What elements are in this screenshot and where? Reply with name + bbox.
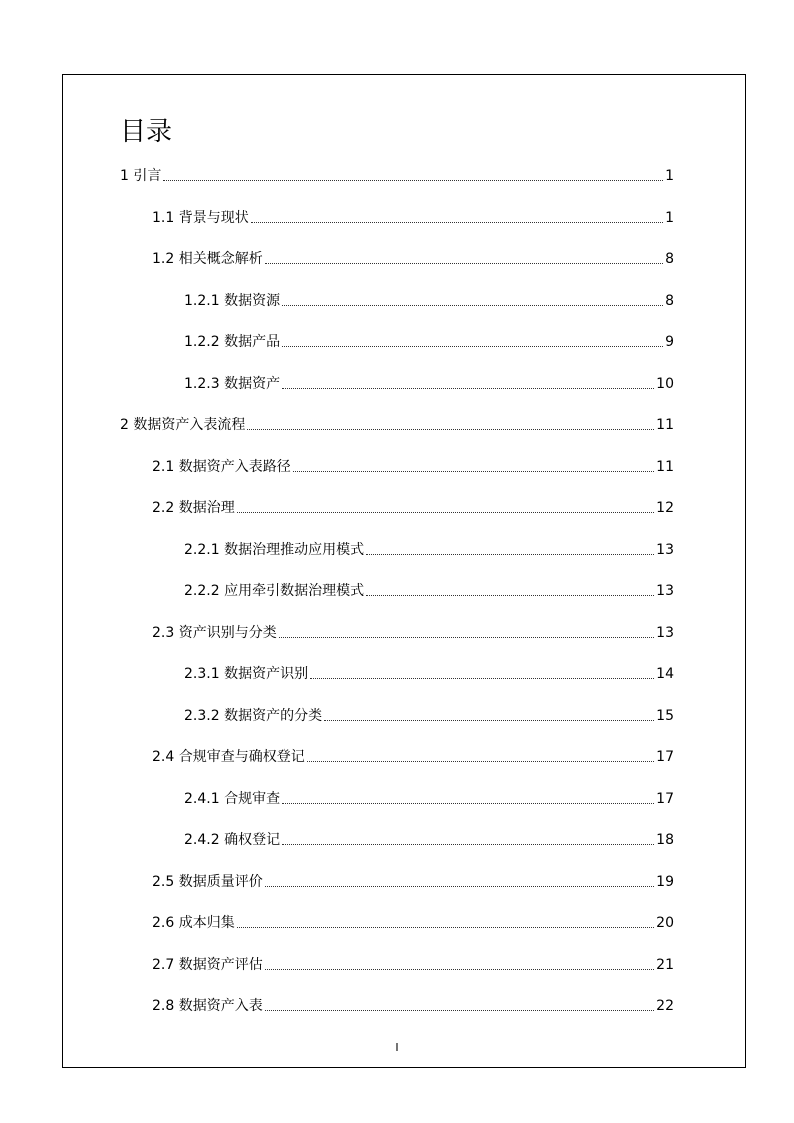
toc-entry[interactable] [184, 789, 674, 809]
page-number: I [395, 1041, 399, 1054]
toc-entry-page-number: 18 [656, 832, 674, 848]
toc-entry-label: 1.2.3 数据资产 [184, 376, 281, 392]
toc-dot-leader [307, 760, 654, 762]
toc-entry-page-number: 8 [665, 293, 674, 309]
toc-dot-leader [251, 221, 663, 223]
toc-entry-label: 1.2 相关概念解析 [152, 251, 263, 267]
toc-dot-leader [279, 636, 654, 638]
toc-entry-page-number: 13 [656, 625, 674, 641]
toc-entry-page-number: 12 [656, 500, 674, 516]
toc-entry-label: 2.2.1 数据治理推动应用模式 [184, 542, 365, 558]
toc-entry-page-number: 17 [656, 791, 674, 807]
toc-entry-label: 2.3 资产识别与分类 [152, 625, 277, 641]
toc-dot-leader [282, 304, 663, 306]
toc-dot-leader [265, 968, 654, 970]
toc-entry[interactable] [152, 913, 674, 933]
toc-title: 目录 [120, 117, 173, 147]
toc-dot-leader [282, 345, 663, 347]
toc-entry[interactable] [152, 623, 674, 643]
toc-entry-page-number: 11 [656, 459, 674, 475]
toc-dot-leader [265, 262, 663, 264]
toc-entry-page-number: 1 [665, 210, 674, 226]
toc-dot-leader [310, 677, 654, 679]
toc-dot-leader [247, 428, 654, 430]
toc-dot-leader [282, 843, 654, 845]
toc-entry-label: 2.4.2 确权登记 [184, 832, 281, 848]
toc-entry[interactable] [184, 664, 674, 684]
toc-dot-leader [237, 926, 654, 928]
toc-entry-label: 2.4.1 合规审查 [184, 791, 281, 807]
toc-entry-label: 2.3.1 数据资产识别 [184, 666, 309, 682]
toc-entry-page-number: 17 [656, 749, 674, 765]
toc-entry-label: 2.2 数据治理 [152, 500, 235, 516]
toc-entry-label: 2.6 成本归集 [152, 915, 235, 931]
toc-entry-page-number: 19 [656, 874, 674, 890]
toc-entry[interactable] [184, 374, 674, 394]
toc-dot-leader [293, 470, 654, 472]
toc-entry[interactable] [184, 706, 674, 726]
toc-entry-page-number: 14 [656, 666, 674, 682]
toc-entry-label: 2.3.2 数据资产的分类 [184, 708, 323, 724]
toc-dot-leader [265, 885, 654, 887]
toc-entry[interactable] [184, 581, 674, 601]
toc-entry[interactable] [184, 332, 674, 352]
toc-dot-leader [324, 719, 654, 721]
toc-entry-label: 1.2.2 数据产品 [184, 334, 281, 350]
toc-entry[interactable] [184, 291, 674, 311]
toc-entry-page-number: 8 [665, 251, 674, 267]
toc-entry-label: 2.4 合规审查与确权登记 [152, 749, 305, 765]
toc-entry[interactable] [120, 166, 674, 186]
toc-entry-label: 2.1 数据资产入表路径 [152, 459, 291, 475]
toc-entry-page-number: 10 [656, 376, 674, 392]
toc-entry-label: 2.7 数据资产评估 [152, 957, 263, 973]
toc-entry[interactable] [184, 540, 674, 560]
toc-dot-leader [366, 553, 654, 555]
toc-entry-label: 1.2.1 数据资源 [184, 293, 281, 309]
toc-entry[interactable] [152, 955, 674, 975]
toc-entry[interactable] [120, 415, 674, 435]
toc-dot-leader [237, 511, 654, 513]
toc-entry[interactable] [152, 208, 674, 228]
toc-entry-page-number: 21 [656, 957, 674, 973]
toc-entry-page-number: 13 [656, 583, 674, 599]
toc-entry[interactable] [152, 747, 674, 767]
toc-entry[interactable] [184, 830, 674, 850]
toc-entry[interactable] [152, 249, 674, 269]
toc-dot-leader [265, 1009, 654, 1011]
toc-entry-label: 2.2.2 应用牵引数据治理模式 [184, 583, 365, 599]
toc-entry[interactable] [152, 872, 674, 892]
toc-entry[interactable] [152, 996, 674, 1016]
toc-entry-page-number: 9 [665, 334, 674, 350]
toc-entry-page-number: 20 [656, 915, 674, 931]
toc-entry-page-number: 13 [656, 542, 674, 558]
toc-entry-label: 2.5 数据质量评价 [152, 874, 263, 890]
toc-entry[interactable] [152, 457, 674, 477]
toc-dot-leader [282, 387, 654, 389]
toc-entry-page-number: 15 [656, 708, 674, 724]
toc-entry-label: 2.8 数据资产入表 [152, 998, 263, 1014]
toc-entry-label: 1 引言 [120, 168, 162, 184]
toc-dot-leader [366, 594, 654, 596]
toc-entry[interactable] [152, 498, 674, 518]
toc-entry-page-number: 22 [656, 998, 674, 1014]
toc-entry-label: 1.1 背景与现状 [152, 210, 249, 226]
toc-dot-leader [282, 802, 654, 804]
toc-entry-page-number: 11 [656, 417, 674, 433]
toc-entry-label: 2 数据资产入表流程 [120, 417, 246, 433]
toc-entry-page-number: 1 [665, 168, 674, 184]
toc-dot-leader [163, 179, 663, 181]
